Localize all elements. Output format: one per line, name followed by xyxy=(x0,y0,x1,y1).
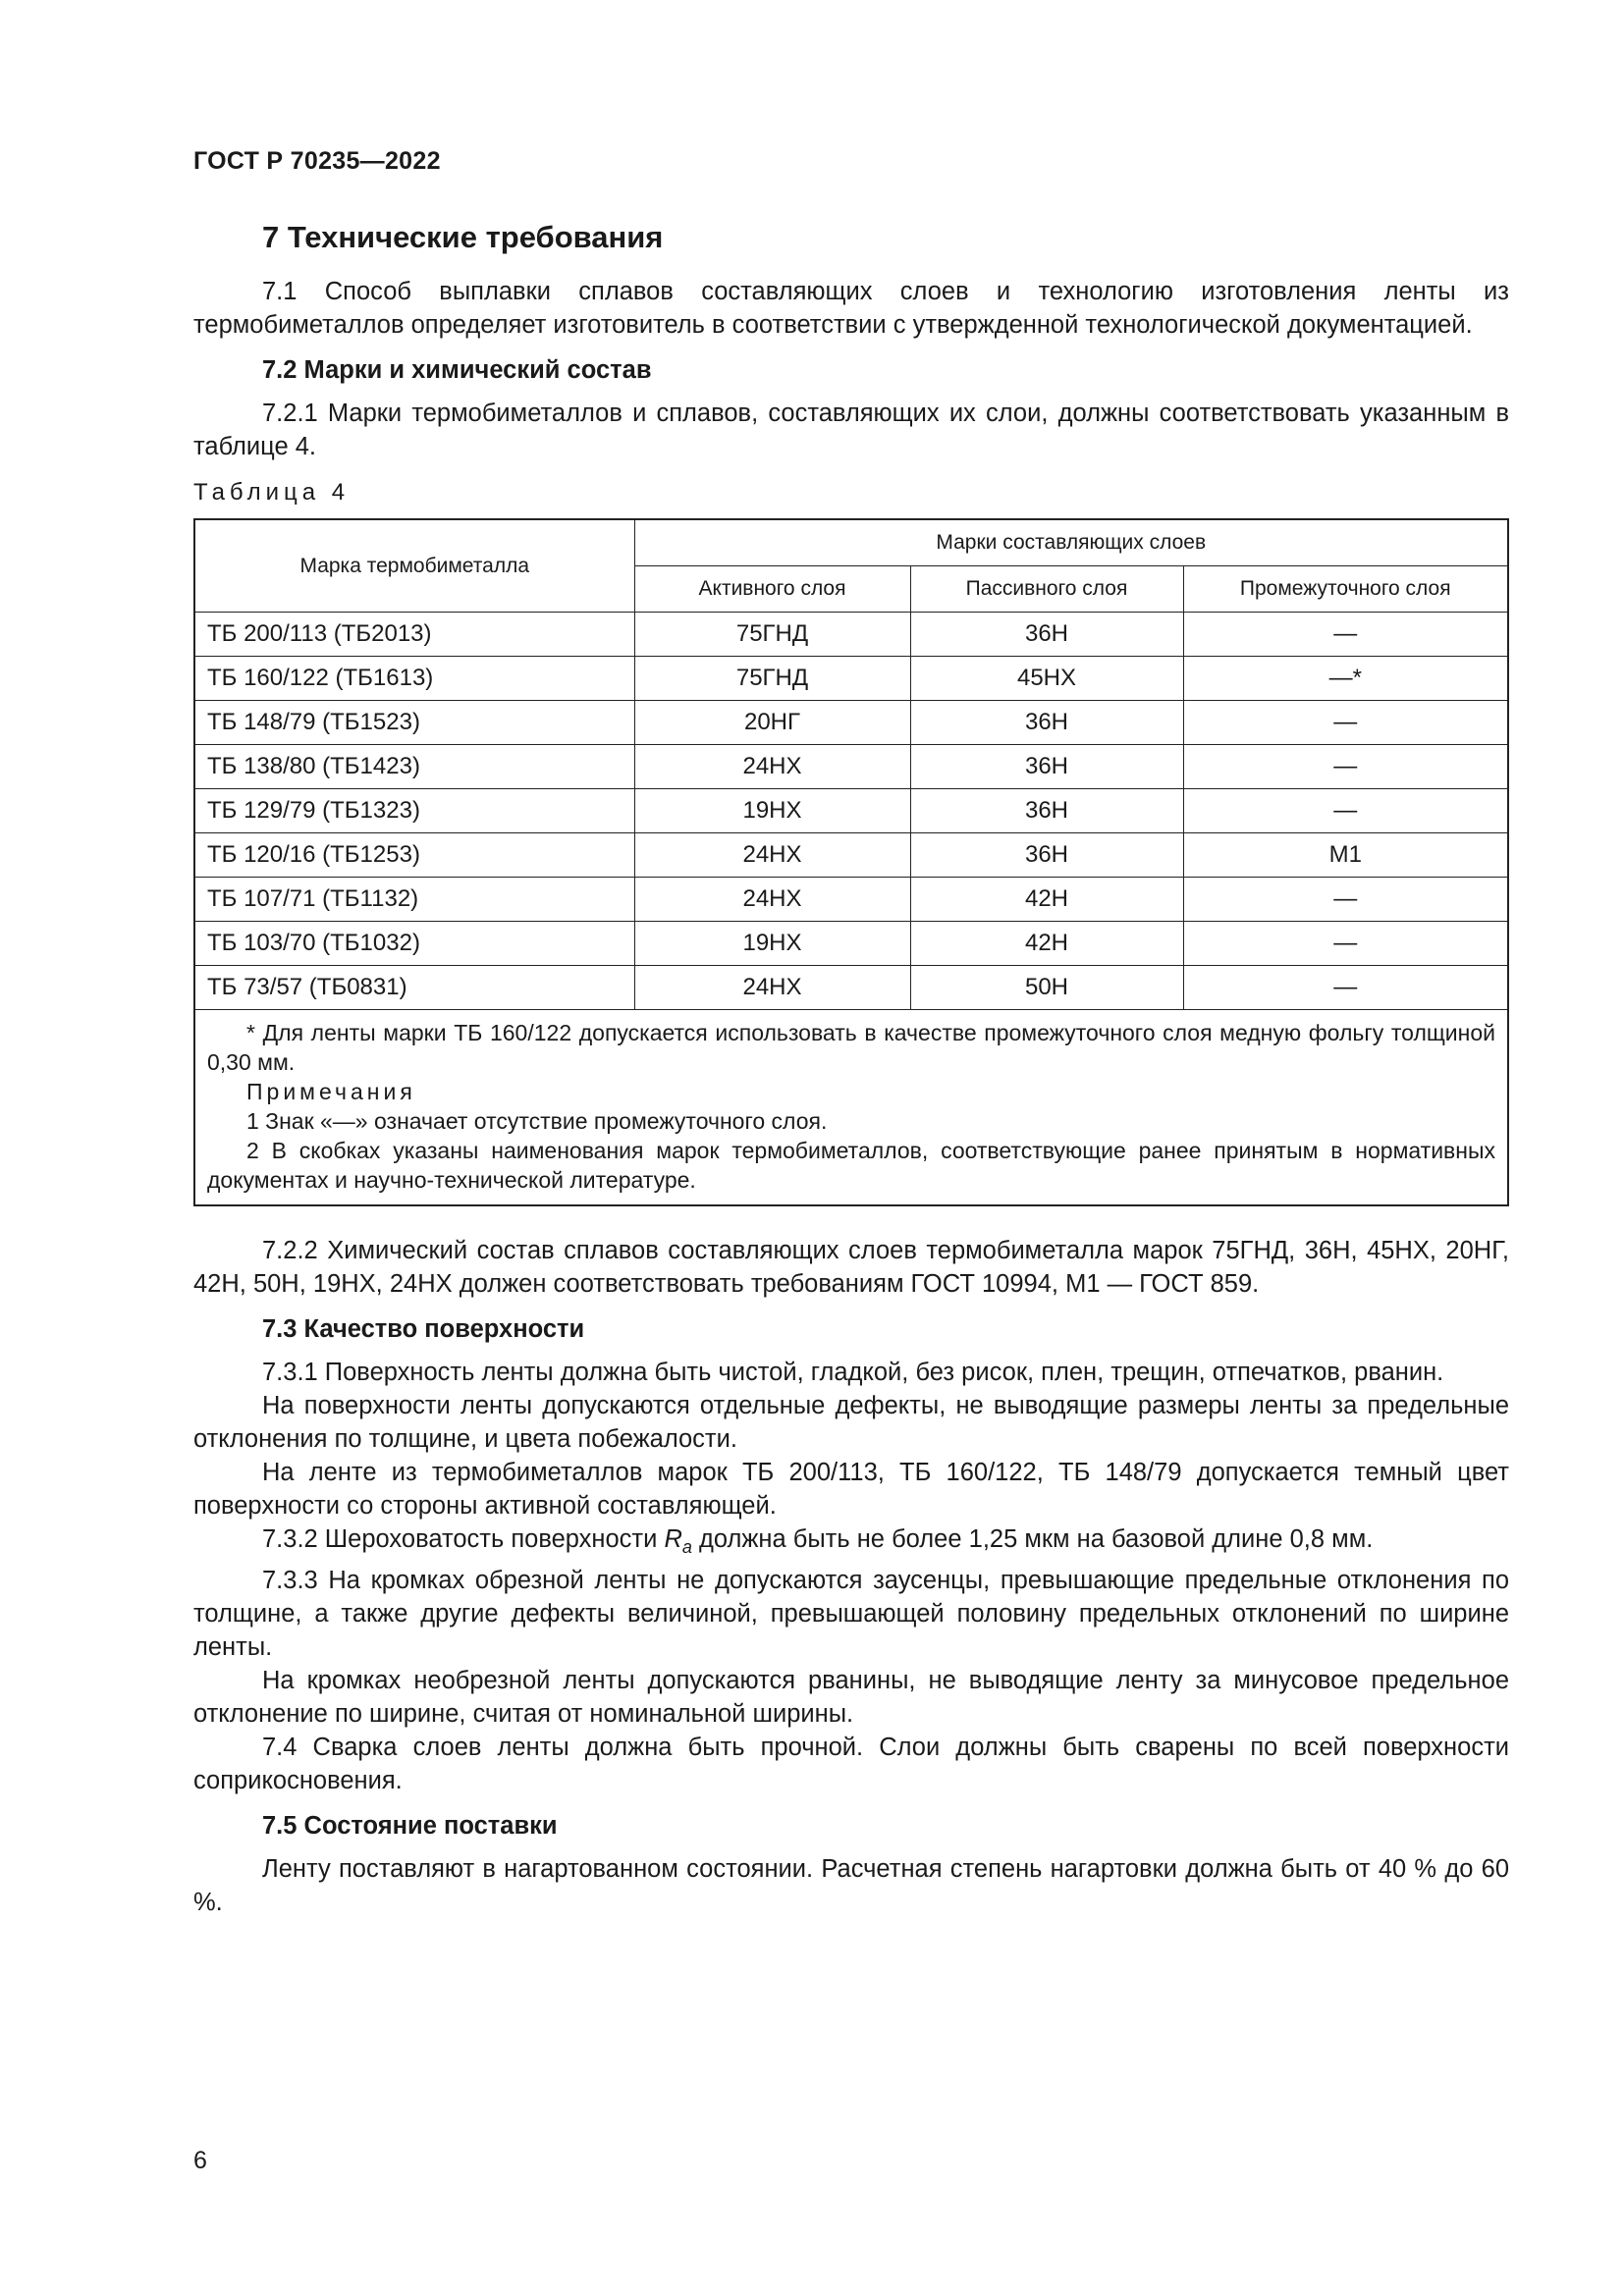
cell-passive: 36Н xyxy=(910,833,1183,878)
table-caption: Таблица 4 xyxy=(193,479,351,506)
cell-intermediate: — xyxy=(1183,745,1508,789)
note-2: 2 В скобках указаны наименования марок термобиметаллов, соответствующие ранее принятым в нормативных документах и научно-технической литературе. xyxy=(207,1138,1495,1193)
cell-brand: ТБ 138/80 (ТБ1423) xyxy=(194,745,634,789)
paragraph-7-2-2: 7.2.2 Химический состав сплавов составляющих слоев термобиметалла марок 75ГНД, 36Н, 45НХ, 20НГ, 42Н, 50Н, 19НХ, 24НХ должен соответствовать требованиям ГОСТ 10994, М1 — ГОСТ 859. xyxy=(193,1237,1509,1298)
cell-active: 75ГНД xyxy=(634,657,910,701)
paragraph-7-2-1: 7.2.1 Марки термобиметаллов и сплавов, составляющих их слои, должны соответствовать указанным в таблице 4. xyxy=(193,400,1509,460)
subsection-title-7-3: 7.3 Качество поверхности xyxy=(262,1315,585,1343)
cell-intermediate: — xyxy=(1183,613,1508,657)
table-row xyxy=(194,878,1508,922)
cell-passive: 36Н xyxy=(910,613,1183,657)
notes-title: Примечания xyxy=(246,1079,416,1104)
header-brand: Марка термобиметалла xyxy=(194,519,634,613)
cell-brand: ТБ 148/79 (ТБ1523) xyxy=(194,701,634,745)
cell-brand: ТБ 103/70 (ТБ1032) xyxy=(194,922,634,966)
cell-active: 24НХ xyxy=(634,745,910,789)
cell-brand: ТБ 129/79 (ТБ1323) xyxy=(194,789,634,833)
table-row xyxy=(194,613,1508,657)
cell-brand: ТБ 200/113 (ТБ2013) xyxy=(194,613,634,657)
document-id-header: ГОСТ Р 70235—2022 xyxy=(193,147,441,175)
cell-active: 75ГНД xyxy=(634,613,910,657)
table-row xyxy=(194,657,1508,701)
cell-passive: 42Н xyxy=(910,878,1183,922)
cell-passive: 36Н xyxy=(910,701,1183,745)
header-passive: Пассивного слоя xyxy=(910,566,1183,613)
cell-brand: ТБ 73/57 (ТБ0831) xyxy=(194,966,634,1010)
document-body xyxy=(193,218,1509,1919)
paragraph-7-5: Ленту поставляют в нагартованном состоянии. Расчетная степень нагартовки должна быть от 40 % до 60 %. xyxy=(193,1855,1509,1917)
cell-passive: 42Н xyxy=(910,922,1183,966)
cell-active: 24НХ xyxy=(634,833,910,878)
cell-passive: 36Н xyxy=(910,745,1183,789)
cell-intermediate: М1 xyxy=(1183,833,1508,878)
section-title: 7 Технические требования xyxy=(262,220,664,254)
cell-intermediate: — xyxy=(1183,789,1508,833)
p732-pre: 7.3.2 Шероховатость поверхности xyxy=(262,1525,665,1553)
table-footnote-row xyxy=(194,1010,1508,1206)
cell-brand: ТБ 107/71 (ТБ1132) xyxy=(194,878,634,922)
subsection-title-7-2: 7.2 Марки и химический состав xyxy=(262,356,652,384)
cell-intermediate: — xyxy=(1183,878,1508,922)
paragraph-7-1: 7.1 Способ выплавки сплавов составляющих слоев и технологию изготовления ленты из термобиметаллов определяет изготовитель в соответствии с утвержденной технологической документацией. xyxy=(193,278,1509,339)
cell-intermediate: —* xyxy=(1183,657,1508,701)
roughness-symbol: R xyxy=(664,1525,682,1553)
header-layer-group: Марки составляющих слоев xyxy=(634,519,1508,566)
table-4 xyxy=(193,518,1509,1206)
cell-brand: ТБ 120/16 (ТБ1253) xyxy=(194,833,634,878)
roughness-subscript: a xyxy=(681,1537,692,1558)
cell-passive: 50Н xyxy=(910,966,1183,1010)
cell-intermediate: — xyxy=(1183,701,1508,745)
cell-intermediate: — xyxy=(1183,922,1508,966)
table-row xyxy=(194,966,1508,1010)
table-footnotes xyxy=(194,1010,1508,1206)
cell-active: 19НХ xyxy=(634,922,910,966)
header-active: Активного слоя xyxy=(634,566,910,613)
paragraph-7-3-1-c: На ленте из термобиметаллов марок ТБ 200/113, ТБ 160/122, ТБ 148/79 допускается темный цвет поверхности со стороны активной составляющей. xyxy=(193,1459,1509,1520)
paragraph-7-4: 7.4 Сварка слоев ленты должна быть прочной. Слои должны быть сварены по всей поверхности соприкосновения. xyxy=(193,1734,1509,1795)
note-1: 1 Знак «—» означает отсутствие промежуточного слоя. xyxy=(246,1108,828,1134)
paragraph-7-3-1: 7.3.1 Поверхность ленты должна быть чистой, гладкой, без рисок, плен, трещин, отпечатков, рванин. xyxy=(262,1359,1444,1386)
cell-intermediate: — xyxy=(1183,966,1508,1010)
header-intermediate: Промежуточного слоя xyxy=(1183,566,1508,613)
table-row xyxy=(194,922,1508,966)
subsection-title-7-5: 7.5 Состояние поставки xyxy=(262,1812,558,1841)
cell-active: 19НХ xyxy=(634,789,910,833)
table-row xyxy=(194,789,1508,833)
table-row xyxy=(194,701,1508,745)
cell-passive: 45НХ xyxy=(910,657,1183,701)
cell-passive: 36Н xyxy=(910,789,1183,833)
paragraph-7-3-3-b: На кромках необрезной ленты допускаются рванины, не выводящие ленту за минусовое предельное отклонение по ширине, считая от номинальной ширины. xyxy=(193,1667,1509,1729)
paragraph-7-3-3: 7.3.3 На кромках обрезной ленты не допускаются заусенцы, превышающие предельные отклонения по толщине, а также другие дефекты величиной, превышающей половину предельных отклонений по ширине ленты. xyxy=(193,1567,1509,1662)
p732-post: должна быть не более 1,25 мкм на базовой длине 0,8 мм. xyxy=(691,1525,1374,1553)
footnote-asterisk: * Для ленты марки ТБ 160/122 допускается использовать в качестве промежуточного слоя медную фольгу толщиной 0,30 мм. xyxy=(207,1020,1495,1075)
cell-active: 24НХ xyxy=(634,966,910,1010)
paragraph-7-3-1-b: На поверхности ленты допускаются отдельные дефекты, не выводящие размеры ленты за предельные отклонения по толщине, и цвета побежалости. xyxy=(193,1392,1509,1453)
cell-active: 24НХ xyxy=(634,878,910,922)
table-row xyxy=(194,833,1508,878)
cell-brand: ТБ 160/122 (ТБ1613) xyxy=(194,657,634,701)
paragraph-7-3-2 xyxy=(193,1522,1509,1564)
table-row xyxy=(194,745,1508,789)
cell-active: 20НГ xyxy=(634,701,910,745)
page-number: 6 xyxy=(193,2147,207,2174)
